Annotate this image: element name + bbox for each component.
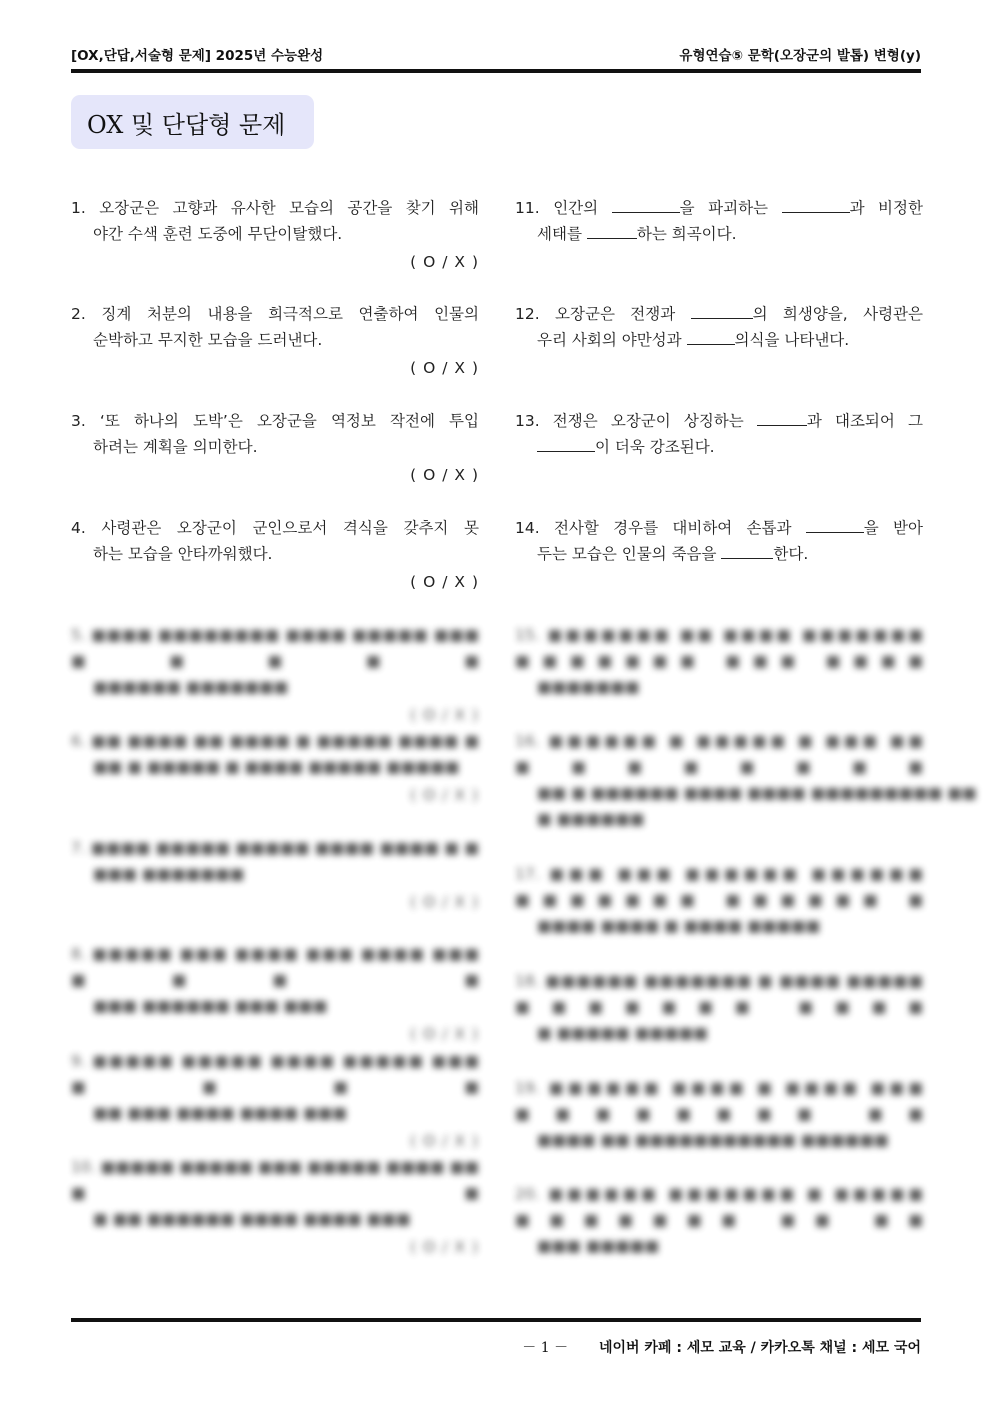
answer-blank[interactable] bbox=[537, 435, 595, 452]
footer-text: 네이버 카페 : 세모 교육 / 카카오톡 채널 : 세모 국어 bbox=[598, 1340, 921, 1356]
header-divider bbox=[71, 69, 921, 73]
footer-divider bbox=[71, 1318, 921, 1322]
answer-blank[interactable] bbox=[587, 222, 637, 239]
page-footer bbox=[522, 1337, 921, 1357]
ox-answer-choice: ( O / X ) bbox=[410, 893, 479, 911]
ox-answer-choice: ( O / X ) bbox=[410, 466, 479, 484]
obscured-question: 17. ■■■ ■■■ ■■■■■■ ■■■■■■ ■■■■■■■ ■■■■■■ ■ ■■■■ ■■■■ ■ ■■■■ ■■■■■ bbox=[515, 865, 923, 935]
ox-answer-choice: ( O / X ) bbox=[410, 359, 479, 377]
answer-blank[interactable] bbox=[721, 542, 773, 559]
obscured-question: 8. ■■■■■ ■■■ ■■■■ ■■■ ■■■■ ■■■ ■■■ ■ ■■■ ■■■■■■ ■■■ ■■■ ( O / X ) bbox=[71, 941, 479, 1047]
obscured-question: 18. ■■■■■■ ■■■■■■■ ■ ■■■■ ■■■■■ ■■■■■■■ ■■■■ ■ ■■■■■ ■■■■■ bbox=[515, 972, 923, 1042]
fill-question-13: 13. 전쟁은 오장군이 상징하는 과 대조되어 그 이 더욱 강조된다. bbox=[515, 408, 923, 460]
ox-answer-choice: ( O / X ) bbox=[410, 253, 479, 271]
answer-blank[interactable] bbox=[757, 409, 807, 426]
answer-blank[interactable] bbox=[687, 328, 735, 345]
answer-blank[interactable] bbox=[612, 196, 680, 213]
header-left-title: [OX,단답,서술형 문제] 2025년 수능완성 bbox=[71, 48, 324, 64]
obscured-question: 6. ■■ ■■■■ ■■ ■■■■ ■ ■■■■■ ■■■■ ■ ■■ ■ ■■■■■ ■ ■■■■ ■■■■■ ■■■■■ ( O / X ) bbox=[71, 728, 479, 808]
obscured-question: 9. ■■■■■ ■■■■■ ■■■■ ■■■■■ ■■■ ■■■■ ■■ ■■■ ■■■■ ■■■■ ■■■ ( O / X ) bbox=[71, 1048, 479, 1154]
ox-question-4: 4. 사령관은 오장군이 군인으로서 격식을 갖추지 못 하는 모습을 안타까워했다. ( O / X ) bbox=[71, 515, 479, 595]
ox-question-3: 3. ‘또 하나의 도박’은 오장군을 역정보 작전에 투입 하려는 계획을 의미한다. ( O / X ) bbox=[71, 408, 479, 488]
ox-question-2: 2. 징계 처분의 내용을 희극적으로 연출하여 인물의 순박하고 무지한 모습을 드러낸다. ( O / X ) bbox=[71, 301, 479, 381]
ox-question-1: 1. 오장군은 고향과 유사한 모습의 공간을 찾기 위해 야간 수색 훈련 도중에 무단이탈했다. ( O / X ) bbox=[71, 195, 479, 275]
ox-answer-choice: ( O / X ) bbox=[410, 1025, 479, 1043]
ox-answer-choice: ( O / X ) bbox=[410, 786, 479, 804]
obscured-question: 15. ■■■■■■■ ■■ ■■■■ ■■■■■■■ ■■■■■■■ ■■■ ■■■■ ■■■■■■■ bbox=[515, 626, 923, 696]
ox-answer-choice: ( O / X ) bbox=[410, 706, 479, 724]
obscured-question: 5. ■■■■ ■■■■■■■■ ■■■■ ■■■■■ ■■■ ■■■■■ ■■■■■■ ■■■■■■■ ( O / X ) bbox=[71, 622, 479, 728]
answer-blank[interactable] bbox=[806, 516, 864, 533]
fill-question-12: 12. 오장군은 전쟁과 의 희생양을, 사령관은 우리 사회의 야만성과 의식을 나타낸다. bbox=[515, 301, 923, 353]
fill-question-14: 14. 전사할 경우를 대비하여 손톱과 을 받아 두는 모습은 인물의 죽음을 한다. bbox=[515, 515, 923, 567]
answer-blank[interactable] bbox=[782, 196, 850, 213]
page-header bbox=[71, 42, 921, 66]
header-right-title: 유형연습⑤ 문학(오장군의 발톱) 변형(y) bbox=[679, 48, 921, 64]
answer-blank[interactable] bbox=[691, 302, 753, 319]
section-title bbox=[71, 95, 314, 149]
obscured-question: 10. ■■■■■ ■■■■■ ■■■ ■■■■■ ■■■■ ■■ ■■ ■ ■■ ■■■■■■ ■■■■ ■■■■ ■■■ ( O / X ) bbox=[71, 1154, 479, 1260]
ox-answer-choice: ( O / X ) bbox=[410, 1238, 479, 1256]
ox-answer-choice: ( O / X ) bbox=[410, 1132, 479, 1150]
ox-answer-choice: ( O / X ) bbox=[410, 573, 479, 591]
obscured-question: 16. ■■■■■■ ■ ■■■■■ ■ ■■■ ■■ ■■■■■■■■ ■■ ■ ■■■■■■ ■■■■ ■■■■ ■■■■■■■■■ ■■ ■ ■■■■■■ bbox=[515, 732, 977, 828]
section-title-text: OX 및 단답형 문제 bbox=[87, 110, 286, 139]
page-number: － 1 － bbox=[522, 1340, 569, 1356]
obscured-question: 19. ■■■■■■ ■■■■ ■ ■■■■ ■■■ ■■■■■■■■ ■■ ■■■■ ■■ ■■■■■■■■■■■ ■■■■■■ bbox=[515, 1079, 923, 1149]
obscured-question: 7. ■■■■ ■■■■■ ■■■■■ ■■■■ ■■■■ ■ ■ ■■■ ■■■■■■■ ( O / X ) bbox=[71, 835, 479, 915]
obscured-question: 20. ■■■■■■ ■■■■■■■ ■ ■■■■■ ■■■■■■■ ■■ ■■ ■■■ ■■■■■ bbox=[515, 1185, 923, 1255]
fill-question-11: 11. 인간의 을 파괴하는 과 비정한 세태를 하는 희곡이다. bbox=[515, 195, 923, 247]
